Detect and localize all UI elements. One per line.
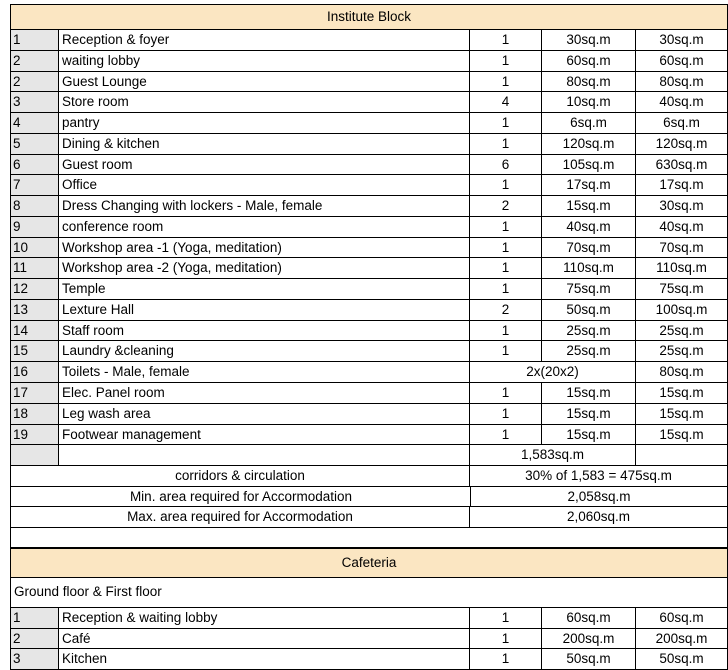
- toilet-area-formula: 2x(20x2): [470, 362, 636, 383]
- room-unit-area: 200sq.m: [542, 629, 636, 650]
- row-index: 19: [10, 425, 59, 446]
- room-unit-area: 40sq.m: [542, 217, 636, 238]
- room-quantity: 2: [470, 300, 542, 321]
- room-quantity: 1: [470, 279, 542, 300]
- room-unit-area: 60sq.m: [542, 608, 636, 629]
- room-total-area: 120sq.m: [636, 134, 728, 155]
- room-unit-area: 25sq.m: [542, 321, 636, 342]
- summary-value: 30% of 1,583 = 475sq.m: [470, 466, 728, 487]
- room-name: Kitchen: [59, 649, 470, 670]
- table-row: [0, 341, 728, 362]
- room-name: Leg wash area: [59, 404, 470, 425]
- row-index: 2: [10, 51, 59, 72]
- table-row: [0, 134, 728, 155]
- table-row: [0, 175, 728, 196]
- table-row: [0, 113, 728, 134]
- room-quantity: 1: [470, 72, 542, 93]
- room-quantity: 1: [470, 51, 542, 72]
- row-index: 12: [10, 279, 59, 300]
- room-quantity: 1: [470, 134, 542, 155]
- row-index: 13: [10, 300, 59, 321]
- subtotal-total-blank: [636, 445, 728, 466]
- summary-value: 2,060sq.m: [470, 507, 728, 528]
- summary-label: corridors & circulation: [10, 466, 470, 487]
- summary-label: Max. area required for Accormodation: [10, 507, 470, 528]
- min-area-row: [0, 487, 728, 507]
- room-unit-area: 30sq.m: [542, 30, 636, 51]
- table-row: [0, 258, 728, 279]
- room-quantity: 1: [470, 321, 542, 342]
- table-row: [0, 155, 728, 176]
- room-total-area: 60sq.m: [636, 608, 728, 629]
- room-name: Elec. Panel room: [59, 383, 470, 404]
- room-total-area: 70sq.m: [636, 238, 728, 259]
- summary-value: 2,058sq.m: [470, 487, 728, 507]
- room-quantity: 1: [470, 425, 542, 446]
- subtotal-row: [0, 445, 728, 466]
- table-row: [0, 217, 728, 238]
- room-name: Guest room: [59, 155, 470, 176]
- room-unit-area: 50sq.m: [542, 649, 636, 670]
- room-total-area: 40sq.m: [636, 217, 728, 238]
- room-name: pantry: [59, 113, 470, 134]
- subtotal-index-blank: [10, 445, 59, 466]
- institute-block-header: [10, 4, 728, 30]
- row-index: 6: [10, 155, 59, 176]
- room-total-area: 630sq.m: [636, 155, 728, 176]
- room-unit-area: 15sq.m: [542, 404, 636, 425]
- room-unit-area: 25sq.m: [542, 341, 636, 362]
- room-quantity: 4: [470, 92, 542, 113]
- room-name: Dress Changing with lockers - Male, female: [59, 196, 470, 217]
- row-index: 16: [10, 362, 59, 383]
- row-index: 3: [10, 649, 59, 670]
- row-index: 10: [10, 238, 59, 259]
- room-name: Temple: [59, 279, 470, 300]
- room-name: Lexture Hall: [59, 300, 470, 321]
- room-quantity: 1: [470, 649, 542, 670]
- row-index: 1: [10, 608, 59, 629]
- room-name: Store room: [59, 92, 470, 113]
- room-total-area: 40sq.m: [636, 92, 728, 113]
- room-name: Laundry &cleaning: [59, 341, 470, 362]
- table-row: [0, 383, 728, 404]
- table-row: [0, 404, 728, 425]
- room-total-area: 15sq.m: [636, 383, 728, 404]
- room-unit-area: 50sq.m: [542, 300, 636, 321]
- table-row: [0, 92, 728, 113]
- subtotal-value: 1,583sq.m: [470, 445, 636, 466]
- table-row: [0, 608, 728, 629]
- institute-block-title: Institute Block: [326, 9, 412, 24]
- room-unit-area: 15sq.m: [542, 383, 636, 404]
- room-unit-area: 120sq.m: [542, 134, 636, 155]
- table-row: [0, 238, 728, 259]
- room-quantity: 1: [470, 383, 542, 404]
- room-total-area: 6sq.m: [636, 113, 728, 134]
- room-quantity: 1: [470, 30, 542, 51]
- room-unit-area: 15sq.m: [542, 196, 636, 217]
- room-name: Office: [59, 175, 470, 196]
- room-name: Dining & kitchen: [59, 134, 470, 155]
- room-unit-area: 75sq.m: [542, 279, 636, 300]
- row-index: 14: [10, 321, 59, 342]
- toilets-row: [0, 362, 728, 383]
- room-quantity: 1: [470, 341, 542, 362]
- room-unit-area: 10sq.m: [542, 92, 636, 113]
- room-total-area: 30sq.m: [636, 30, 728, 51]
- room-name: Staff room: [59, 321, 470, 342]
- room-name: Reception & foyer: [59, 30, 470, 51]
- room-total-area: 100sq.m: [636, 300, 728, 321]
- room-quantity: 1: [470, 217, 542, 238]
- table-row: [0, 196, 728, 217]
- table-row: [0, 321, 728, 342]
- room-unit-area: 70sq.m: [542, 238, 636, 259]
- table-row: [0, 649, 728, 670]
- room-quantity: 1: [470, 404, 542, 425]
- room-unit-area: 110sq.m: [542, 258, 636, 279]
- row-index: 2: [10, 72, 59, 93]
- room-name: Guest Lounge: [59, 72, 470, 93]
- room-quantity: 1: [470, 175, 542, 196]
- room-unit-area: 60sq.m: [542, 51, 636, 72]
- table-row: [0, 300, 728, 321]
- table-row: [0, 629, 728, 650]
- room-unit-area: 80sq.m: [542, 72, 636, 93]
- room-quantity: 1: [470, 629, 542, 650]
- subtotal-name-blank: [59, 445, 470, 466]
- room-total-area: 30sq.m: [636, 196, 728, 217]
- row-index: 1: [10, 30, 59, 51]
- max-area-row: [0, 507, 728, 528]
- row-index: 18: [10, 404, 59, 425]
- room-name: Workshop area -2 (Yoga, meditation): [59, 258, 470, 279]
- room-quantity: 6: [470, 155, 542, 176]
- room-total-area: 75sq.m: [636, 279, 728, 300]
- cafeteria-header: [10, 548, 728, 578]
- room-quantity: 1: [470, 238, 542, 259]
- table-row: [0, 72, 728, 93]
- row-index: 11: [10, 258, 59, 279]
- room-quantity: 2: [470, 196, 542, 217]
- room-quantity: 1: [470, 113, 542, 134]
- room-name: Toilets - Male, female: [59, 362, 470, 383]
- row-index: 3: [10, 92, 59, 113]
- room-total-area: 80sq.m: [636, 72, 728, 93]
- room-total-area: 60sq.m: [636, 51, 728, 72]
- summary-label: Min. area required for Accormodation: [10, 487, 471, 507]
- row-index: 4: [10, 113, 59, 134]
- room-total-area: 50sq.m: [636, 649, 728, 670]
- room-total-area: 200sq.m: [636, 629, 728, 650]
- row-index: 17: [10, 383, 59, 404]
- row-index: 8: [10, 196, 59, 217]
- room-name: Café: [59, 629, 470, 650]
- cafeteria-subheading: Ground floor & First floor: [10, 578, 728, 608]
- room-name: waiting lobby: [59, 51, 470, 72]
- row-index: 2: [10, 629, 59, 650]
- row-index: 15: [10, 341, 59, 362]
- room-total-area: 25sq.m: [636, 341, 728, 362]
- spacer-row: [10, 528, 728, 548]
- room-unit-area: 17sq.m: [542, 175, 636, 196]
- room-total-area: 17sq.m: [636, 175, 728, 196]
- room-unit-area: 105sq.m: [542, 155, 636, 176]
- room-unit-area: 6sq.m: [542, 113, 636, 134]
- room-quantity: 1: [470, 258, 542, 279]
- room-name: Reception & waiting lobby: [59, 608, 470, 629]
- cafeteria-title: Cafeteria: [341, 555, 397, 570]
- table-row: [0, 51, 728, 72]
- room-total-area: 25sq.m: [636, 321, 728, 342]
- room-unit-area: 15sq.m: [542, 425, 636, 446]
- corridors-row: [0, 466, 728, 487]
- row-index: 5: [10, 134, 59, 155]
- room-total-area: 15sq.m: [636, 425, 728, 446]
- room-name: conference room: [59, 217, 470, 238]
- room-name: Workshop area -1 (Yoga, meditation): [59, 238, 470, 259]
- row-index: 9: [10, 217, 59, 238]
- room-quantity: 1: [470, 608, 542, 629]
- row-index: 7: [10, 175, 59, 196]
- table-row: [0, 279, 728, 300]
- room-total-area: 15sq.m: [636, 404, 728, 425]
- table-row: [0, 425, 728, 446]
- room-name: Footwear management: [59, 425, 470, 446]
- room-total-area: 110sq.m: [636, 258, 728, 279]
- room-total-area: 80sq.m: [636, 362, 728, 383]
- table-row: [0, 30, 728, 51]
